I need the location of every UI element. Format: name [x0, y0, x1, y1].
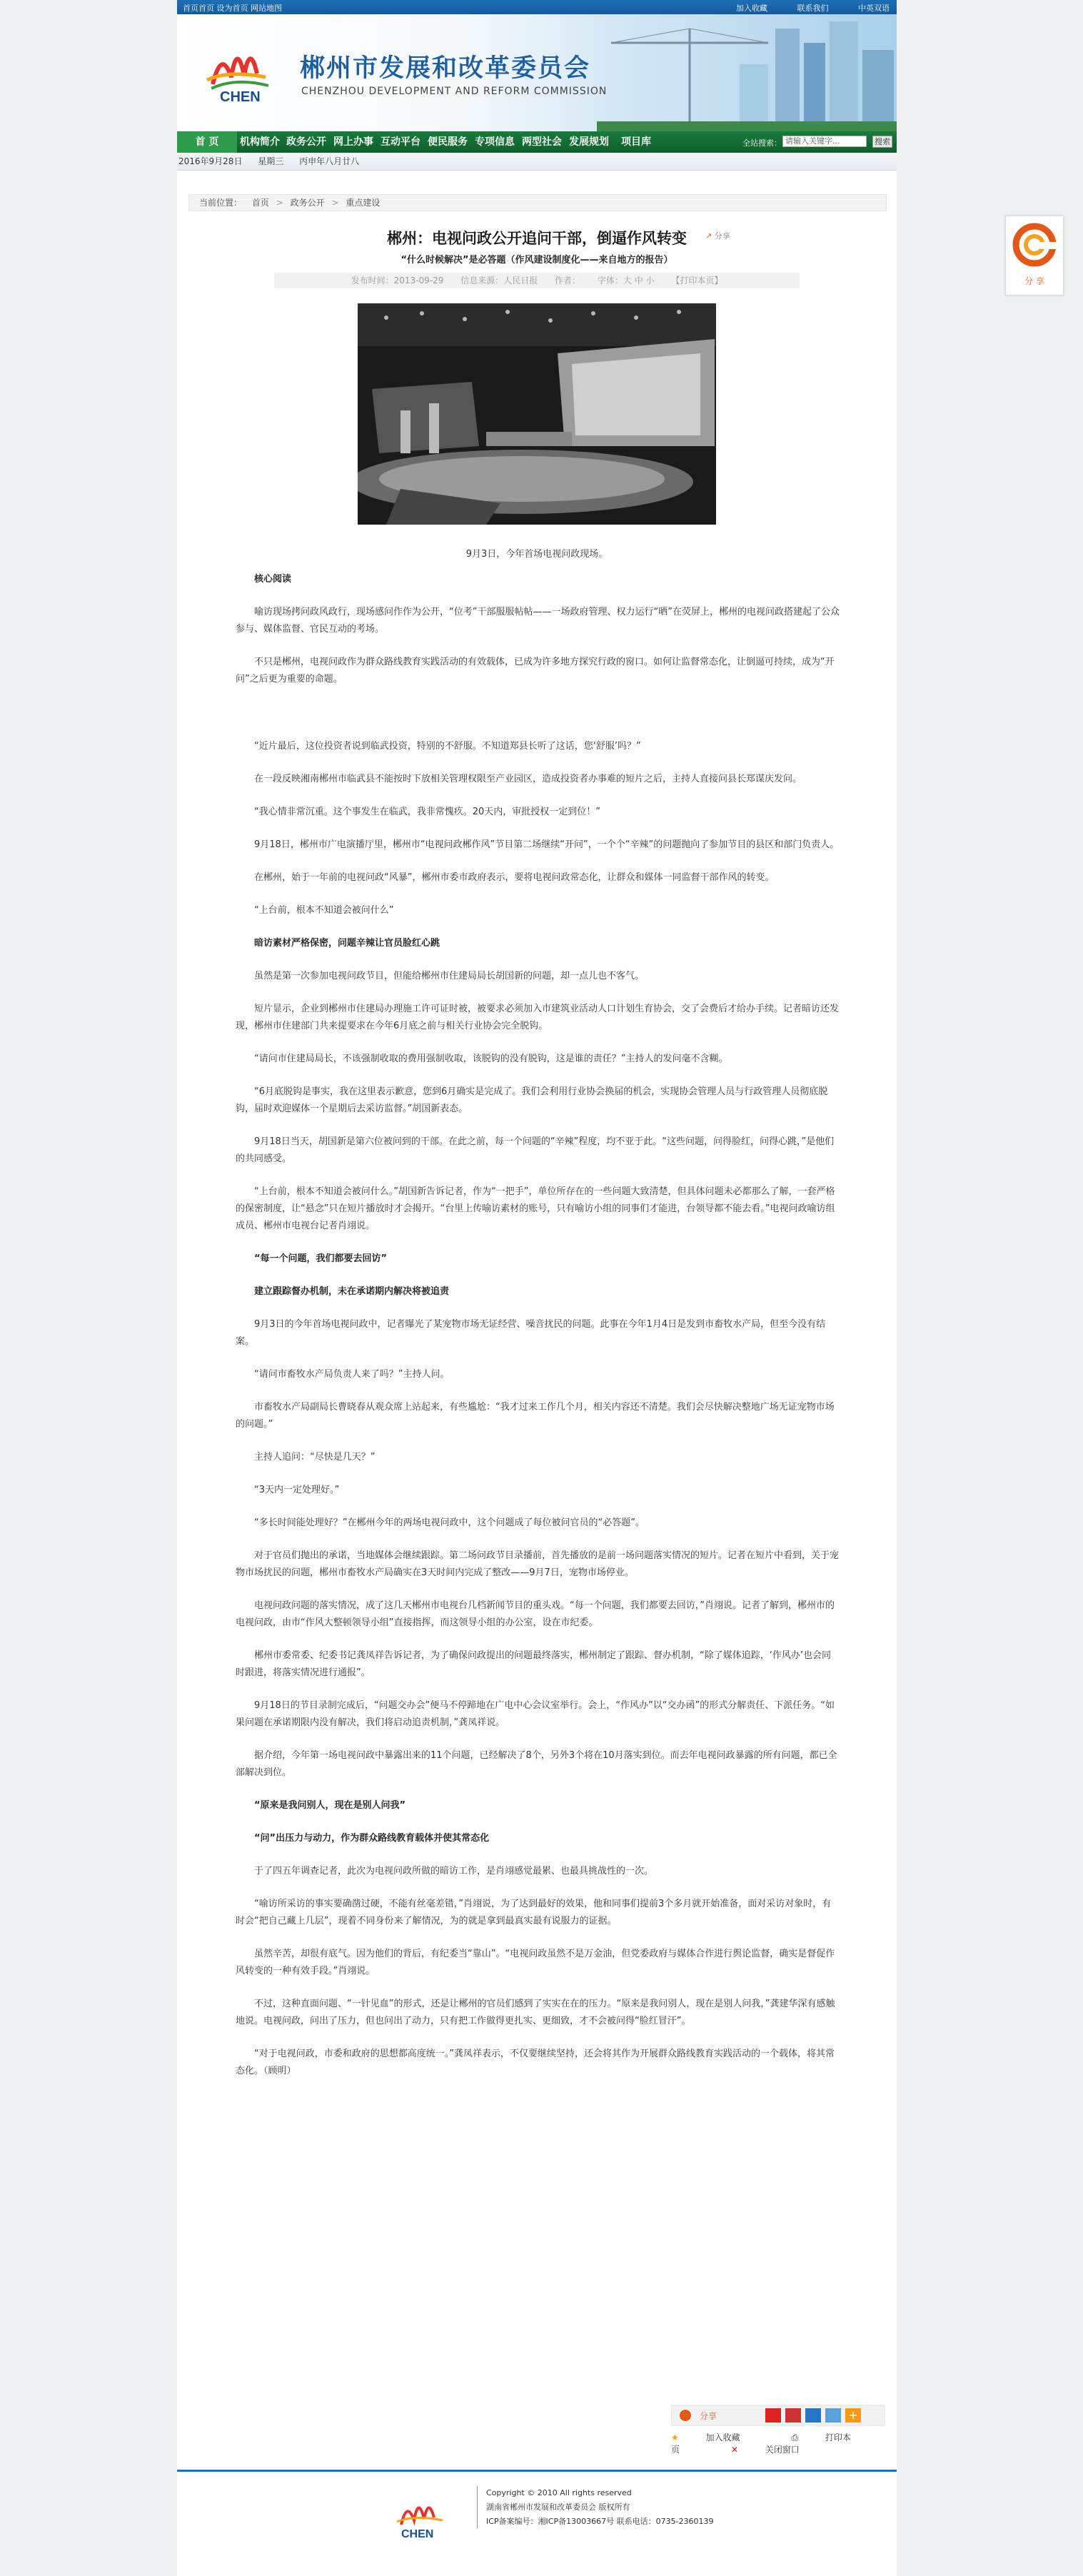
article-paragraph: 市畜牧水产局副局长曹晓春从观众席上站起来，有些尴尬：“我才过来工作几个月，相关内容还不清楚。我们会尽快解决整地广场无证宠物市场的问题。”: [236, 1402, 835, 1430]
current-date: 2016年9月28日: [178, 156, 243, 166]
article-paragraph: 9月3日的今年首场电视问政中，记者曝光了某宠物市场无证经营、噪音扰民的问题。此事在今年1月4日是发到市畜牧水产局，但至今没有结案。: [236, 1319, 826, 1347]
photo-caption: 9月3日，今年首场电视问政现场。: [465, 549, 608, 560]
main-nav: [177, 131, 897, 153]
footer-info: [477, 2486, 714, 2529]
lunar-date: 丙申年八月廿八: [299, 156, 360, 166]
font-size-control[interactable]: 字体：大 中 小: [597, 276, 655, 286]
search-label: 全站搜索：: [742, 138, 782, 148]
share-logo-icon: [1006, 216, 1063, 273]
article-paragraph: “上台前，根本不知道会被问什么”: [254, 905, 394, 916]
article-paragraph: 9月18日当天，胡国新是第六位被问到的干部。在此之前，每一个问题的“辛辣”程度，均不亚于此。“这些问题，问得脸红，问得心跳，”是他们的共同感受。: [236, 1136, 835, 1164]
share-tencent-icon[interactable]: [825, 2408, 841, 2423]
svg-text:CHEN: CHEN: [401, 2528, 434, 2540]
nav-projects[interactable]: 项目库: [621, 136, 651, 148]
share-renren-icon[interactable]: [765, 2408, 781, 2423]
nav-about[interactable]: 机构简介: [240, 136, 280, 148]
article-paragraph: 虽然是第一次参加电视问政节目，但能给郴州市住建局局长胡国新的问题，却一点儿也不客气。: [254, 971, 645, 981]
article-paragraph: 在郴州，始于一年前的电视问政“风暴”，郴州市委市政府表示，要将电视问政常态化，让群众和媒体一同监督干部作风的转变。: [254, 872, 775, 883]
share-bar-label[interactable]: 分享: [700, 2411, 717, 2421]
article-paragraph: 9月18日的节目录制完成后，“问题交办会”便马不停蹄地在广电中心会议室举行。会上，“作风办”以“交办函”的形式分解责任、下派任务。“如果问题在承诺期限内没有解决，我们将启动追责机制，”龚凤祥说。: [236, 1700, 835, 1728]
top-links[interactable]: 首页首页 设为首页 网站地图: [183, 4, 282, 13]
share-weibo-icon[interactable]: [785, 2408, 801, 2423]
footer: [177, 2470, 897, 2576]
site-banner: [177, 14, 897, 131]
nav-home[interactable]: 首 页: [177, 131, 237, 153]
article-section-heading: “每一个问题，我们都要去回访”: [254, 1253, 388, 1264]
article-paragraph: 喻访现场拷问政风政行，现场感问作作为公开，“位考”干部服服帖帖——一场政府管理、权力运行“晒”在荧屏上，郴州的电视问政搭建起了公众参与、媒体监督、官民互动的考场。: [236, 607, 840, 635]
article-section-heading: 核心阅读: [254, 574, 292, 585]
article-paragraph: “3天内一定处理好。”: [254, 1485, 340, 1495]
article-author: 作者：: [555, 276, 581, 286]
article-paragraph: “请问市住建局局长，不该强制收取的费用强制收取，该脱钩的没有脱钩，这是谁的责任？”主持人的发问毫不含糊。: [254, 1054, 728, 1064]
tool-print-label: 打印本页: [671, 2433, 851, 2455]
nav-special-info[interactable]: 专项信息: [475, 136, 515, 148]
article-paragraph: 郴州市委常委、纪委书记龚凤祥告诉记者，为了确保问政提出的问题最终落实，郴州制定了跟踪、督办机制，“除了媒体追踪，‘作风办’也会同时跟进，将落实情况进行通报”。: [236, 1650, 832, 1678]
article-source: 信息来源：人民日报: [460, 276, 538, 286]
site-subtitle: CHENZHOU DEVELOPMENT AND REFORM COMMISSION: [301, 86, 608, 97]
floating-share-button[interactable]: [1005, 216, 1064, 296]
article-paragraph: 不过，这种直面问题、“一针见血”的形式，还是让郴州的官员们感到了实实在在的压力。“原来是我问别人，现在是别人问我，”龚建华深有感触地说。电视问政，问出了压力，但也问出了动力，只有把工作做得更扎实、更细致，才不会被问得“脸红冒汗”。: [236, 1999, 835, 2026]
print-link[interactable]: 【打印本页】: [671, 276, 723, 286]
article-paragraph: 于了四五年调查记者，此次为电视问政所做的暗访工作，是肖翊感觉最累、也最具挑战性的一次。: [254, 1866, 654, 1877]
tool-close-label: 关闭窗口: [765, 2445, 800, 2455]
article-meta: [274, 273, 800, 288]
page-tools: [671, 2431, 897, 2455]
share-mini-label: 分享: [714, 231, 730, 241]
site-title: 郴州市发展和改革委员会: [300, 54, 591, 83]
share-mini-button[interactable]: [705, 230, 730, 241]
breadcrumb: 当前位置： 首页 > 政务公开 > 重点建设: [188, 194, 887, 211]
current-weekday: 星期三: [258, 156, 284, 166]
article-body: [236, 571, 840, 2096]
contact-link[interactable]: 联系我们: [797, 4, 829, 13]
article-paragraph: 据介绍，今年第一场电视问政中暴露出来的11个问题，已经解决了8个，另外3个将在10月落实到位。而去年电视问政暴露的所有问题，都已全部解决到位。: [236, 1750, 837, 1778]
article-subtitle: “什么时候解决”是必答题（作风建设制度化——来自地方的报告）: [401, 255, 673, 266]
breadcrumb-label: 当前位置：: [199, 198, 243, 208]
article-section-heading: “原来是我问别人，现在是别人问我”: [254, 1800, 406, 1811]
tool-favorite-label: 加入收藏: [705, 2433, 740, 2443]
footer-icp: ICP备案编号：湘ICP备13003667号 联系电话：0735-2360139: [486, 2517, 714, 2526]
article-paragraph: 对于官员们抛出的承诺，当地媒体会继续跟踪。第二场问政节目录播前，首先播放的是前一场问题落实情况的短片。记者在短片中看到，关于宠物市场扰民的问题，郴州市畜牧水产局确实在3天时间内完成了整改——9月7日，宠物市场停业。: [236, 1550, 840, 1578]
breadcrumb-home[interactable]: 首页: [251, 198, 269, 208]
article-paragraph: 9月18日，郴州市广电演播厅里，郴州市“电视问政郴作风”节目第二场继续“开问”，一个个“辛辣”的问题抛向了参加节目的县区和部门负责人。: [254, 839, 840, 850]
language-link[interactable]: 中英双语: [858, 4, 890, 13]
nav-gov-affairs[interactable]: 政务公开: [286, 136, 326, 148]
nav-planning[interactable]: 发展规划: [569, 136, 609, 148]
article-paragraph: 主持人追问：“尽快是几天？”: [254, 1452, 376, 1463]
floating-share-label: 分 享: [1024, 276, 1044, 286]
breadcrumb-gov-affairs[interactable]: 政务公开: [290, 198, 325, 208]
nav-two-type[interactable]: 两型社会: [522, 136, 562, 148]
article-section-heading: 建立跟踪督办机制，未在承诺期内解决将被追责: [254, 1286, 450, 1297]
svg-text:CHEN: CHEN: [220, 89, 261, 105]
date-bar: [177, 153, 897, 171]
article-paragraph: “多长时间能处理好？”在郴州今年的两场电视问政中，这个问题成了每位被问官员的“必答题”。: [254, 1517, 645, 1528]
nav-online-service[interactable]: 网上办事: [333, 136, 373, 148]
tool-favorite[interactable]: [671, 2433, 765, 2443]
publish-date: 发布时间：2013-09-29: [351, 276, 444, 286]
nav-convenience[interactable]: 便民服务: [428, 136, 468, 148]
footer-owner: 湖南省郴州市发展和改革委员会 版权所有: [486, 2502, 630, 2512]
star-icon: ★: [671, 2433, 679, 2443]
top-bar: [177, 0, 897, 14]
article-paragraph: “近片最后，这位投资者说到临武投资，特别的不舒服。不知道郑县长听了这话，您‘舒服’吗？”: [254, 741, 641, 752]
site-logo-icon: [200, 34, 278, 106]
search-input[interactable]: 请输入关键字...: [782, 136, 867, 147]
article-paragraph: “我心情非常沉重。这个事发生在临武，我非常愧疚。20天内，审批授权一定到位！”: [254, 807, 601, 817]
article-section-heading: “问”出压力与动力，作为群众路线教育载体并使其常态化: [254, 1833, 490, 1844]
share-qzone-icon[interactable]: [805, 2408, 821, 2423]
article-paragraph: 短片显示，企业到郴州市住建局办理施工许可证时被，被要求必须加入市建筑业活动人口计划生育协会，交了会费后才给办手续。记者暗访还发现，郴州市住建部门共来提要求在今年6月底之前与相关行业协会完全脱钩。: [236, 1004, 840, 1031]
share-bar: [671, 2404, 885, 2427]
article-section-heading: 暗访素材严格保密，问题辛辣让官员脸红心跳: [254, 938, 440, 949]
footer-copyright: Copyright © 2010 All rights reserved: [486, 2488, 632, 2497]
article-title: 郴州：电视问政公开追问干部，倒逼作风转变: [387, 229, 687, 247]
printer-icon: ⎙: [791, 2433, 799, 2443]
tool-close[interactable]: [731, 2445, 824, 2455]
search-button[interactable]: 搜索: [872, 136, 892, 148]
share-mini-icon: ↗: [705, 231, 712, 241]
page: [177, 0, 897, 2574]
nav-interaction[interactable]: 互动平台: [381, 136, 420, 148]
city-skyline-icon: [597, 14, 897, 131]
add-favorite-link[interactable]: 加入收藏: [736, 4, 767, 13]
article-paragraph: “对于电视问政，市委和政府的思想都高度统一。”龚凤祥表示，不仅要继续坚持，还会将其作为开展群众路线教育实践活动的一个载体，将其常态化。（顾明）: [236, 2049, 835, 2076]
article-photo: [358, 303, 716, 525]
share-more-icon[interactable]: +: [845, 2408, 861, 2423]
close-icon: ✕: [730, 2445, 738, 2455]
article-paragraph: 不只是郴州，电视问政作为群众路线教育实践活动的有效载体，已成为许多地方探究行政的窗口。如何让监督常态化，让倒逼可持续，成为“开问”之后更为重要的命题。: [236, 657, 835, 685]
breadcrumb-key-construction[interactable]: 重点建设: [346, 198, 381, 208]
article-paragraph: “请问市畜牧水产局负责人来了吗？”主持人问。: [254, 1369, 450, 1380]
article-paragraph: 电视问政问题的落实情况，成了这几天郴州市电视台几档新闻节目的重头戏。“每一个问题，我们都要去回访，”肖翊说。记者了解到，郴州市的电视问政，由市“作风大整顿领导小组”直接指挥，而这领导小组的办公室，设在市纪委。: [236, 1600, 835, 1628]
article-paragraph: “喻访所采访的事实要确凿过硬，不能有丝毫差错，”肖翊说，为了达到最好的效果，他和同事们提前3个多月就开始准备，面对采访对象时，有时会“把自己藏上几层”，现着不同身份来了解情况，为的就是拿到最真实最有说服力的证据。: [236, 1899, 832, 1926]
article-paragraph: 在一段反映湘南郴州市临武县不能按时下放相关管理权限至产业园区，造成投资者办事难的短片之后，主持人直接问县长郑谋庆发问。: [254, 774, 802, 784]
footer-logo-icon: [393, 2492, 450, 2542]
article-paragraph: 虽然辛苦，却很有底气。因为他们的背后，有纪委当“靠山”。“电视问政虽然不是万金油，但党委政府与媒体合作进行舆论监督，确实是督促作风转变的一种有效手段。”肖翊说。: [236, 1949, 835, 1976]
article-paragraph: “6月底脱钩是事实，我在这里表示歉意，您到6月确实是完成了。我们会利用行业协会换届的机会，实现协会管理人员与行政管理人员彻底脱钩，届时欢迎媒体一个星期后去采访监督。”胡国新表态。: [236, 1086, 828, 1114]
article-paragraph: “上台前，根本不知道会被问什么。”胡国新告诉记者，作为“一把手”，单位所存在的一些问题大致清楚，但具体问题未必都那么了解，一套严格的保密制度，让“悬念”只在短片播放时才会揭开。“台里上传喻访素材的账号，只有喻访小组的同事们才能进，台领导都不能去看。”电视问政喻访组成员、郴州市电视台记者肖翊说。: [236, 1186, 835, 1231]
